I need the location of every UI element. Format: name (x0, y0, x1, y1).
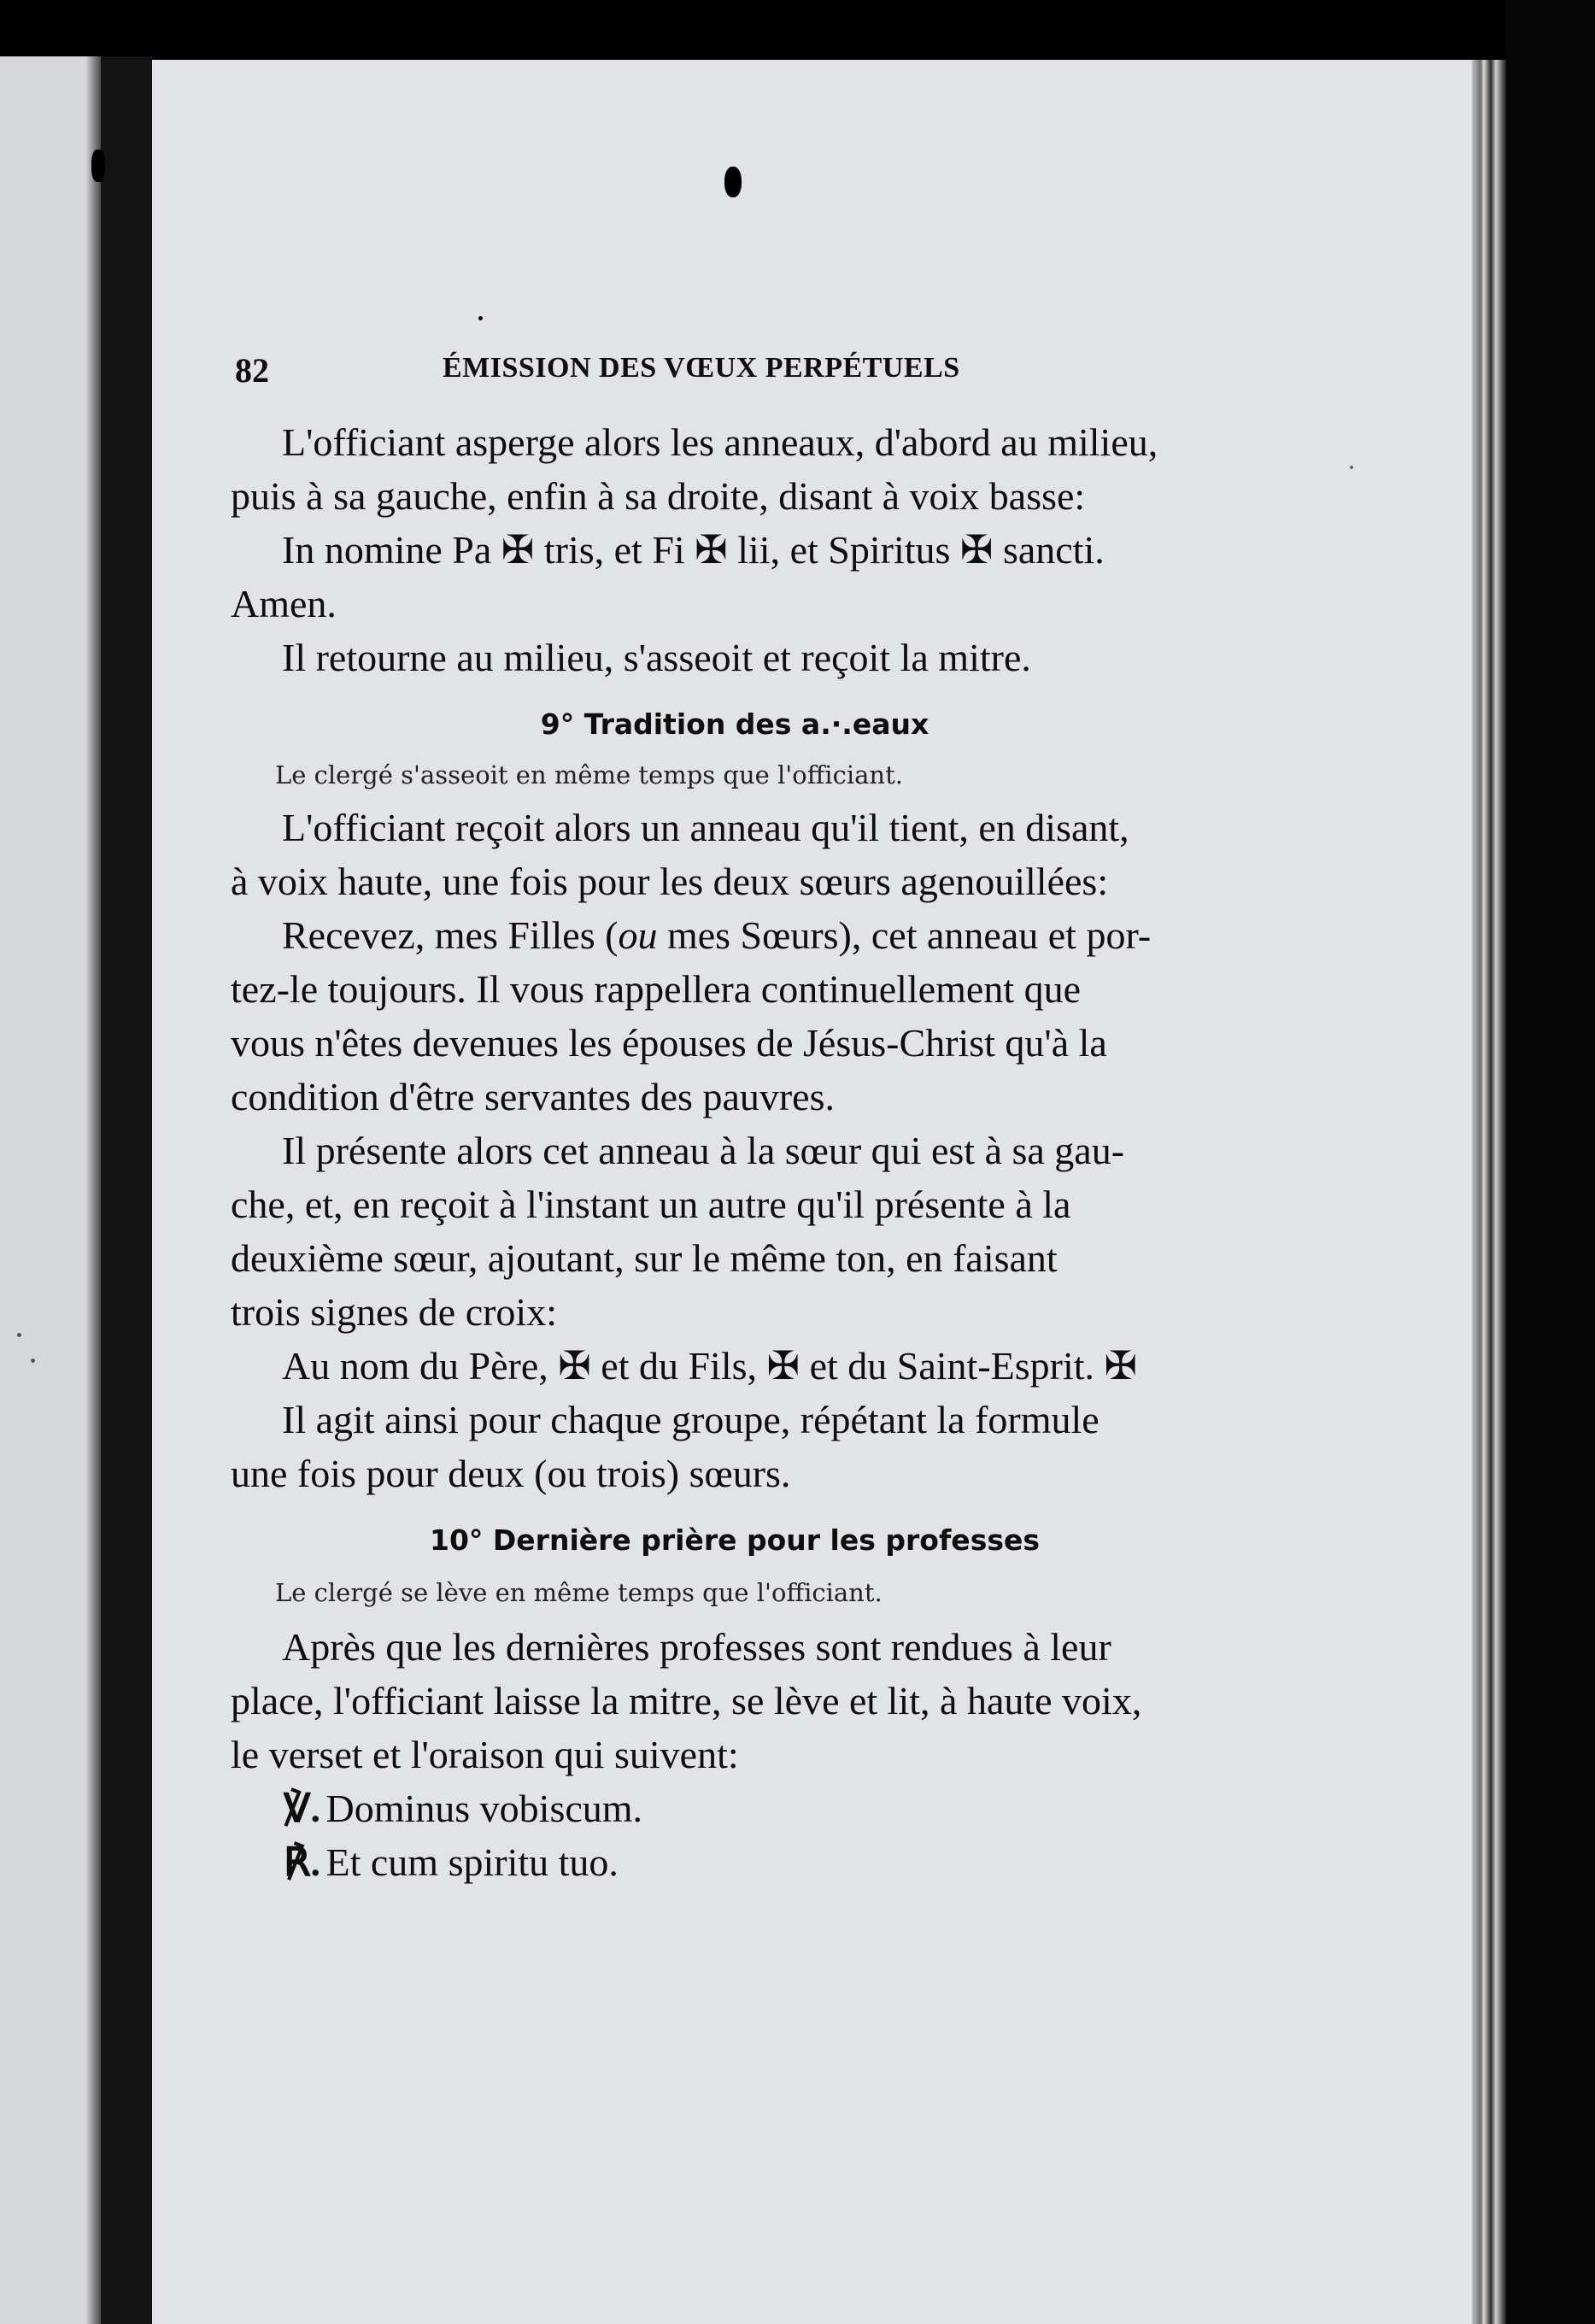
paragraph (231, 1620, 1239, 1781)
text-line: le verset et l'oraison qui suivent: (231, 1733, 739, 1776)
text-line: Après que les dernières professes sont rendues à leur (282, 1625, 1111, 1669)
text-line: trois signes de croix: (231, 1290, 557, 1334)
binding-edge (101, 51, 152, 2324)
text-line: Au nom du Père, ✠ et du Fils, ✠ et du Saint-Esprit. ✠ (282, 1344, 1138, 1388)
text-line: puis à sa gauche, enfin à sa droite, disant à voix basse: (231, 474, 1086, 518)
text-fragment: Recevez, mes Filles ( (282, 913, 619, 957)
text-line: une fois pour deux (ou trois) sœurs. (231, 1452, 791, 1495)
right-border (1506, 0, 1595, 2324)
page-header (231, 350, 1239, 398)
page-text (231, 350, 1239, 1889)
paragraph (231, 577, 1239, 631)
section-title: 9° Tradition des a.·.eaux (540, 707, 929, 741)
speck (31, 1359, 35, 1363)
text-line: Il retourne au milieu, s'asseoit et reçoit la mitre. (282, 636, 1031, 679)
text-line: vous n'êtes devenues les épouses de Jésus-Christ qu'à la (231, 1021, 1107, 1065)
paragraph (231, 1393, 1239, 1500)
page-stack-edge (1472, 60, 1506, 2324)
top-border (0, 0, 1595, 56)
speck (478, 316, 483, 320)
response-text: Et cum spiritu tuo. (325, 1840, 619, 1884)
ink-blot (724, 167, 742, 197)
left-shadow (85, 0, 103, 2324)
paragraph (231, 908, 1239, 1124)
paragraph (231, 523, 1239, 577)
text-line: Il agit ainsi pour chaque groupe, répétant la formule (282, 1398, 1099, 1441)
speck (17, 1333, 21, 1337)
paragraph (231, 1339, 1239, 1393)
rubric: Le clergé se lève en même temps que l'officiant. (275, 1578, 883, 1607)
versicle-text: Dominus vobiscum. (325, 1787, 643, 1830)
text-line: condition d'être servantes des pauvres. (231, 1075, 836, 1118)
text-line: In nomine Pa ✠ tris, et Fi ✠ lii, et Spiritus ✠ sancti. (282, 528, 1105, 572)
text-line: place, l'officiant laisse la mitre, se lève et lit, à haute voix, (231, 1679, 1142, 1722)
text-line: L'officiant reçoit alors un anneau qu'il tient, en disant, (282, 806, 1129, 849)
running-head: ÉMISSION DES VŒUX PERPÉTUELS (443, 352, 960, 384)
text-line: L'officiant asperge alors les anneaux, d'abord au milieu, (282, 420, 1158, 464)
versicle (231, 1781, 1239, 1835)
margin-mark (91, 150, 105, 182)
text-line: à voix haute, une fois pour les deux sœurs agenouillées: (231, 860, 1109, 903)
paragraph (231, 801, 1239, 908)
response (231, 1835, 1239, 1889)
speck (1350, 466, 1353, 469)
section-title: 10° Dernière prière pour les professes (429, 1523, 1040, 1557)
paragraph (231, 415, 1239, 523)
text-line: deuxième sœur, ajoutant, sur le même ton, en faisant (231, 1236, 1058, 1280)
text-line: Il présente alors cet anneau à la sœur qui est à sa gau- (282, 1129, 1125, 1172)
rubric: Le clergé s'asseoit en même temps que l'officiant. (275, 760, 903, 789)
page-number: 82 (235, 351, 269, 390)
paragraph (231, 631, 1239, 684)
text-line: tez-le toujours. Il vous rappellera continuellement que (231, 967, 1082, 1011)
paragraph (231, 1124, 1239, 1339)
text-line: Amen. (231, 582, 337, 625)
response-symbol: ℟. (284, 1840, 320, 1884)
italic-word: ou (618, 913, 658, 957)
versicle-symbol: ℣. (284, 1787, 320, 1830)
text-fragment: mes Sœurs), cet anneau et por- (657, 913, 1152, 957)
text-line: che, et, en reçoit à l'instant un autre qu'il présente à la (231, 1183, 1071, 1226)
